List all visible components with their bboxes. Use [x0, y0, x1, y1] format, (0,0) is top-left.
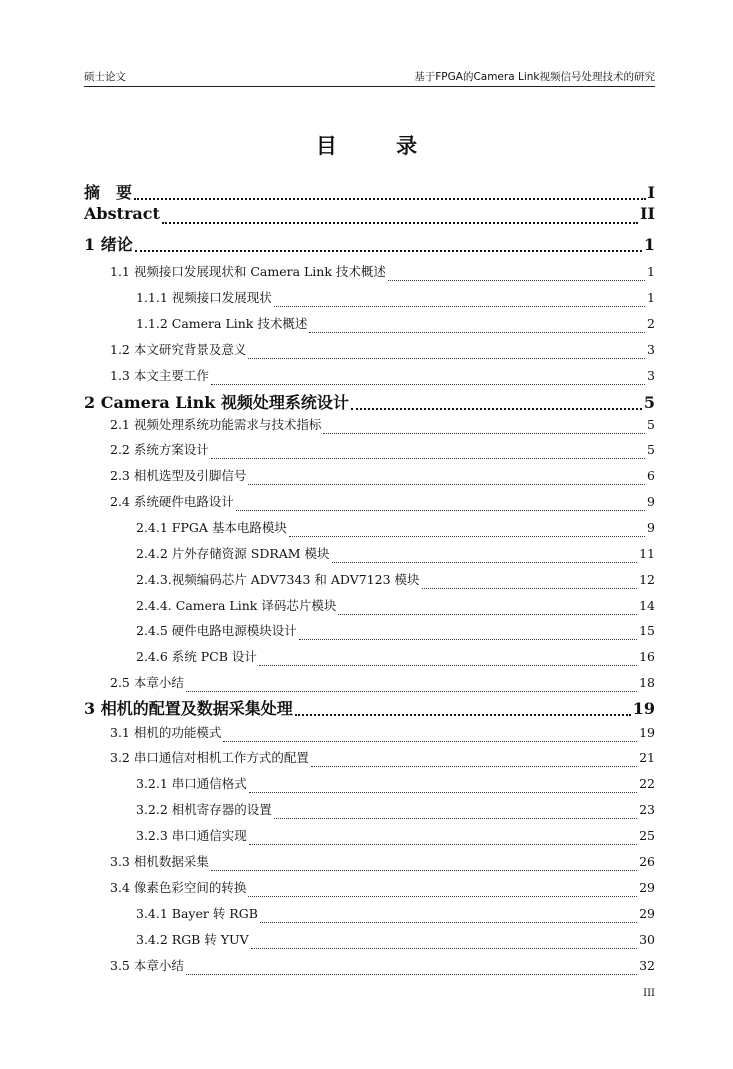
toc-leader-dots: [186, 690, 637, 692]
toc-entry-title: 2.1 视频处理系统功能需求与技术指标: [110, 417, 322, 432]
toc-entry: [84, 930, 655, 954]
toc-entry: [84, 621, 655, 645]
toc-entry-page: 1: [647, 264, 655, 279]
toc-entry: [84, 314, 655, 338]
toc-leader-dots: [309, 331, 645, 333]
toc-entry: [84, 518, 655, 542]
toc-leader-dots: [260, 921, 637, 923]
toc-entry-page: 5: [647, 417, 655, 432]
toc-entry-title: 2.4.3.视频编码芯片 ADV7343 和 ADV7123 模块: [136, 572, 420, 587]
toc-leader-dots: [422, 587, 638, 589]
toc-leader-dots: [289, 535, 645, 537]
toc-entry-title: 3.3 相机数据采集: [110, 854, 209, 869]
toc-entry-title: 1.1.1 视频接口发展现状: [136, 290, 272, 305]
toc-leader-dots: [248, 357, 645, 359]
toc-entry-title: 3.2.3 串口通信实现: [136, 828, 247, 843]
toc-entry: [84, 774, 655, 798]
toc-leader-dots: [223, 740, 637, 742]
toc-entry: [84, 366, 655, 390]
toc-entry-page: 5: [647, 442, 655, 457]
toc-entry-page: 26: [639, 854, 655, 869]
toc-entry-page: 19: [632, 699, 655, 718]
toc-entry: [84, 826, 655, 850]
toc-entry-page: 16: [639, 649, 655, 664]
toc-entry: [84, 262, 655, 286]
toc-entry: [84, 492, 655, 516]
toc-entry-title: 3.1 相机的功能模式: [110, 725, 222, 740]
running-header: [84, 70, 655, 87]
toc-entry-page: 12: [639, 572, 655, 587]
toc-entry-title: 2.3 相机选型及引脚信号: [110, 468, 247, 483]
toc-entry-title: 2.4 系统硬件电路设计: [110, 494, 234, 509]
toc-entry-title: 3.5 本章小结: [110, 958, 184, 973]
toc-entry-page: 30: [639, 932, 655, 947]
toc-entry-page: 32: [639, 958, 655, 973]
toc-leader-dots: [274, 817, 637, 819]
toc-entry-title: 3.2 串口通信对相机工作方式的配置: [110, 750, 309, 765]
toc-entry-page: 3: [647, 368, 655, 383]
toc-leader-dots: [236, 509, 645, 511]
toc-entry-page: 9: [647, 520, 655, 535]
toc-leader-dots: [351, 407, 642, 410]
toc-entry-title: 3.4.2 RGB 转 YUV: [136, 932, 249, 947]
toc-leader-dots: [248, 895, 637, 897]
toc-title: 目 录: [315, 134, 444, 158]
toc-entry: [84, 544, 655, 568]
toc-entry: [84, 800, 655, 824]
toc-entry: [84, 180, 655, 204]
toc-entry: [84, 878, 655, 902]
toc-entry-page: 5: [643, 393, 655, 412]
toc-entry-title: 2.4.6 系统 PCB 设计: [136, 649, 257, 664]
toc-entry-page: 23: [639, 802, 655, 817]
toc-entry-title: 2.4.4. Camera Link 译码芯片模块: [136, 598, 337, 613]
toc-entry: [84, 696, 655, 720]
toc-leader-dots: [251, 947, 637, 949]
toc-entry-title: 3 相机的配置及数据采集处理: [84, 699, 293, 718]
toc-entry: [84, 852, 655, 876]
toc-leader-dots: [248, 483, 645, 485]
toc-entry: [84, 570, 655, 594]
toc-leader-dots: [299, 638, 637, 640]
toc-entry-page: 1: [643, 235, 655, 254]
toc-entry-title: 3.2.2 相机寄存器的设置: [136, 802, 272, 817]
toc-leader-dots: [295, 713, 631, 716]
toc-leader-dots: [135, 249, 642, 252]
toc-entry-title: 1.1 视频接口发展现状和 Camera Link 技术概述: [110, 264, 386, 279]
toc-entry: [84, 232, 655, 256]
toc-entry-page: 19: [639, 725, 655, 740]
toc-entry: [84, 340, 655, 364]
toc-entry-title: 2 Camera Link 视频处理系统设计: [84, 393, 349, 412]
toc-entry-page: 25: [639, 828, 655, 843]
toc-leader-dots: [134, 197, 646, 200]
toc-entry-page: 18: [639, 675, 655, 690]
toc-entry-page: 1: [647, 290, 655, 305]
toc-entry-page: 14: [639, 598, 655, 613]
toc-entry-page: 15: [639, 623, 655, 638]
toc-entry: [84, 673, 655, 697]
toc-entry-title: 2.4.2 片外存储资源 SDRAM 模块: [136, 546, 330, 561]
toc-leader-dots: [211, 383, 645, 385]
toc-entry-title: 2.4.5 硬件电路电源模块设计: [136, 623, 297, 638]
toc-entry-page: 9: [647, 494, 655, 509]
toc-entry-title: 3.4 像素色彩空间的转换: [110, 880, 247, 895]
toc-entry: [84, 904, 655, 928]
toc-entry: [84, 390, 655, 414]
toc-entry-page: 29: [639, 906, 655, 921]
toc-entry-title: 3.2.1 串口通信格式: [136, 776, 247, 791]
toc-entry-title: 1.2 本文研究背景及意义: [110, 342, 247, 357]
toc-entry-page: 6: [647, 468, 655, 483]
toc-entry-title: 2.2 系统方案设计: [110, 442, 209, 457]
toc-entry-title: 摘 要: [84, 183, 133, 202]
toc-entry: [84, 288, 655, 312]
toc-entry: [84, 748, 655, 772]
toc-entry-page: I: [647, 183, 655, 202]
header-left: 硕士论文: [84, 71, 126, 83]
toc-entry: [84, 440, 655, 464]
toc-entry-page: 2: [647, 316, 655, 331]
toc-entry-title: 3.4.1 Bayer 转 RGB: [136, 906, 258, 921]
toc-leader-dots: [388, 279, 645, 281]
toc-leader-dots: [211, 869, 637, 871]
toc-entry: [84, 723, 655, 747]
toc-leader-dots: [211, 457, 645, 459]
toc-leader-dots: [338, 613, 637, 615]
toc-leader-dots: [274, 305, 645, 307]
header-right: 基于FPGA的Camera Link视频信号处理技术的研究: [414, 71, 655, 83]
toc-leader-dots: [249, 791, 637, 793]
toc-entry-title: 2.5 本章小结: [110, 675, 184, 690]
toc-entry: [84, 956, 655, 980]
toc-leader-dots: [249, 843, 637, 845]
toc-leader-dots: [162, 221, 638, 224]
toc-entry-page: 22: [639, 776, 655, 791]
toc-entry-title: 2.4.1 FPGA 基本电路模块: [136, 520, 287, 535]
toc-leader-dots: [323, 432, 645, 434]
page-number: III: [643, 988, 655, 999]
toc-entry-page: 11: [639, 546, 655, 561]
toc-leader-dots: [259, 664, 637, 666]
toc-leader-dots: [311, 765, 637, 767]
toc-entry: [84, 204, 655, 228]
toc-leader-dots: [332, 561, 638, 563]
toc-leader-dots: [186, 973, 637, 975]
toc-entry: [84, 466, 655, 490]
toc-entry-page: 21: [639, 750, 655, 765]
toc-entry-page: 3: [647, 342, 655, 357]
toc-entry-page: 29: [639, 880, 655, 895]
toc-entry-title: 1.1.2 Camera Link 技术概述: [136, 316, 308, 331]
toc-entry-title: Abstract: [84, 204, 160, 223]
toc-entry-title: 1.3 本文主要工作: [110, 368, 209, 383]
toc-entry: [84, 596, 655, 620]
toc-entry: [84, 647, 655, 671]
toc-entry-page: II: [640, 204, 655, 223]
toc-entry-title: 1 绪论: [84, 235, 133, 254]
toc-entry: [84, 415, 655, 439]
